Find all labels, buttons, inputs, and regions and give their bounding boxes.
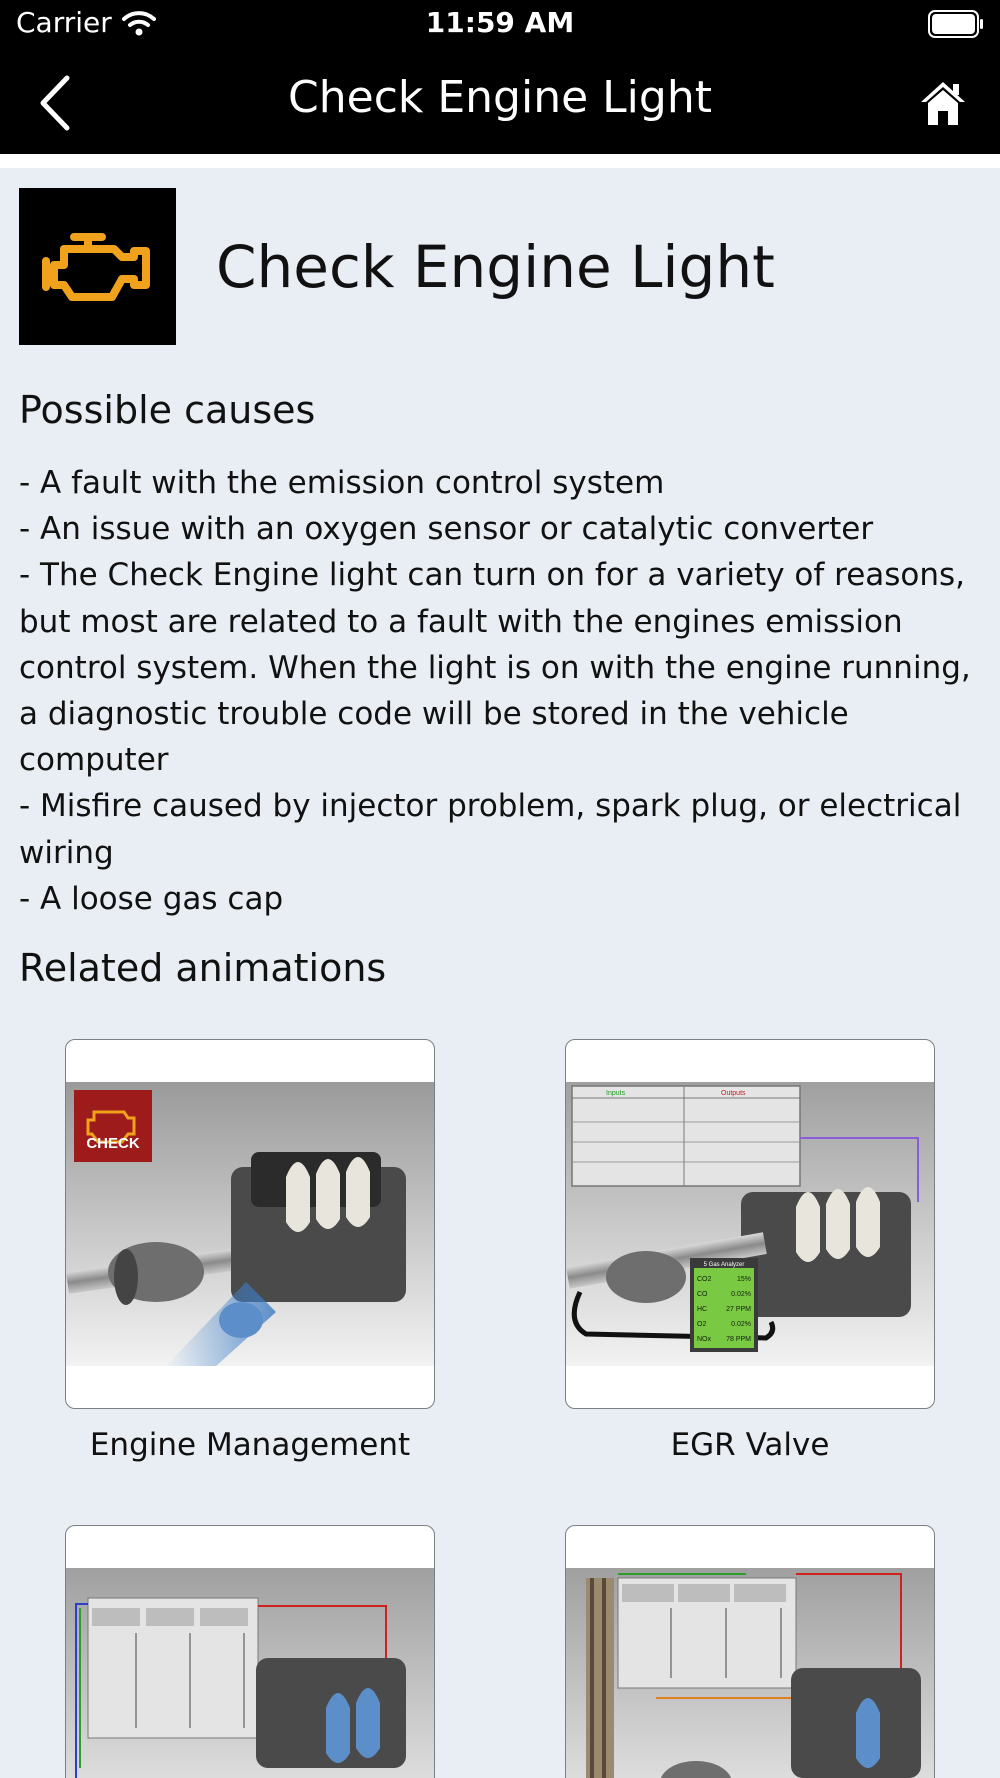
analyzer-row-label: O2 [697, 1321, 707, 1328]
cause-item: - Misfire caused by injector problem, spark plug, or electrical wiring [19, 788, 962, 871]
animation-card-4[interactable] [565, 1525, 935, 1778]
analyzer-row-value: 78 PPM [726, 1336, 751, 1343]
analyzer-row-label: CO [697, 1291, 708, 1298]
cause-item: - An issue with an oxygen sensor or catalytic converter [19, 511, 874, 548]
cause-item: - A loose gas cap [19, 880, 284, 917]
battery-icon [928, 10, 984, 38]
animation-thumbnail[interactable] [565, 1525, 935, 1778]
analyzer-title: 5 Gas Analyzer [703, 1262, 745, 1268]
animation-image-4 [566, 1568, 935, 1778]
warning-header [19, 188, 981, 345]
header-divider [0, 154, 1000, 168]
animation-label: EGR Valve [670, 1427, 830, 1463]
animation-thumbnail[interactable] [65, 1525, 435, 1778]
analyzer-row-label: CO2 [697, 1276, 712, 1283]
animation-card-engine-management[interactable] [65, 1039, 435, 1463]
check-badge-label: CHECK [86, 1135, 140, 1152]
animation-label: Engine Management [89, 1427, 411, 1463]
animation-thumbnail[interactable] [65, 1039, 435, 1409]
possible-causes-list [19, 460, 979, 922]
analyzer-row-label: HC [697, 1306, 708, 1313]
carrier-label: Carrier [16, 6, 112, 39]
page-title: Check Engine Light [216, 232, 775, 301]
analyzer-row-value: 0.02% [731, 1321, 751, 1328]
navigation-bar [0, 52, 1000, 154]
animation-card-3[interactable] [65, 1525, 435, 1778]
analyzer-row-value: 15% [736, 1276, 751, 1283]
analyzer-row-value: 0.02% [731, 1291, 751, 1298]
panel-outputs-label: Outputs [721, 1090, 746, 1097]
egr-valve-image [566, 1082, 935, 1366]
home-icon [918, 78, 968, 128]
status-bar [0, 0, 1000, 52]
engine-warning-icon [42, 231, 154, 303]
animation-thumbnail[interactable] [565, 1039, 935, 1409]
panel-inputs-label: Inputs [606, 1090, 626, 1097]
engine-management-image [66, 1082, 435, 1366]
cause-item: - A fault with the emission control system [19, 465, 665, 501]
related-animations-heading: Related animations [19, 946, 387, 990]
warning-light-tile [19, 188, 176, 345]
cause-item: - The Check Engine light can turn on for a variety of reasons, but most are related to a fault with the engines emission control system. When the light is on with the engine running, a diagnostic trouble code will be stored in the vehicle computer [19, 557, 971, 779]
analyzer-row-label: NOx [697, 1336, 711, 1343]
animation-image-3 [66, 1568, 435, 1778]
animation-card-egr-valve[interactable] [565, 1039, 935, 1463]
analyzer-row-value: 27 PPM [726, 1306, 751, 1313]
possible-causes-heading: Possible causes [19, 388, 316, 432]
home-button[interactable] [910, 72, 976, 134]
nav-title: Check Engine Light [288, 72, 712, 123]
status-time: 11:59 AM [425, 6, 575, 39]
